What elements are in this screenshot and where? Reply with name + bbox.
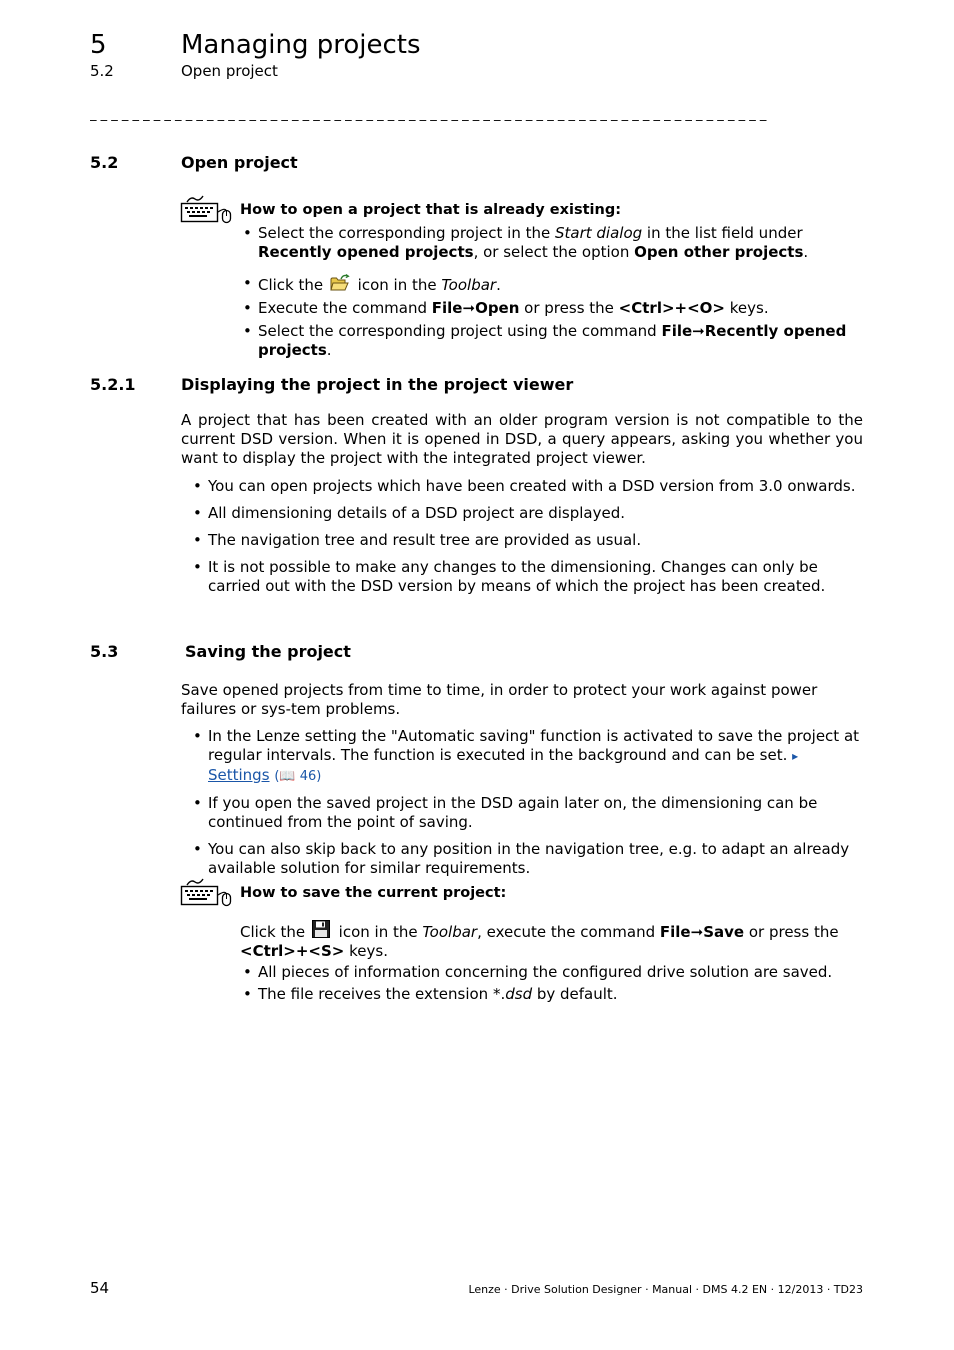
header-section-number: 5.2 xyxy=(90,62,114,80)
keyboard-mouse-icon xyxy=(180,877,234,907)
viewer-paragraph: A project that has been created with an older program version is not compatible to the current DSD version. When it is opened in DSD, a query appears, asking you whether you want to display the project with the integrated project viewer. xyxy=(181,411,863,467)
list-item: • Select the corresponding project in the Start dialog in the list field under Recently opened projects, or select the option Open other projects. xyxy=(241,224,863,262)
footer-doc-info: Lenze · Drive Solution Designer · Manual · DMS 4.2 EN · 12/2013 · TD23 xyxy=(468,1283,863,1296)
page-reference[interactable]: (📖 46) xyxy=(274,769,322,784)
chapter-number: 5 xyxy=(90,30,107,60)
section-5-3-number: 5.3 xyxy=(90,642,119,661)
list-item: • You can also skip back to any position in the navigation tree, e.g. to adapt an already available solution for similar requirements. xyxy=(191,840,863,878)
page-number: 54 xyxy=(90,1279,110,1297)
list-item: • It is not possible to make any changes to the dimensioning. Changes can only be carried out with the DSD version by means of which the project has been created. xyxy=(191,558,863,596)
list-item: • You can open projects which have been created with a DSD version from 3.0 onwards. xyxy=(191,477,863,496)
save-instruction: Click the icon in the Toolbar, execute the command File➞Save or press the <Ctrl>+<S> keys. xyxy=(240,920,863,961)
open-methods-list xyxy=(241,224,863,360)
save-result-list xyxy=(241,963,863,1004)
how-to-save-heading: How to save the current project: xyxy=(240,885,507,901)
list-item: • Select the corresponding project using the command File➞Recently opened projects. xyxy=(241,322,863,360)
list-item: • The navigation tree and result tree are provided as usual. xyxy=(191,531,863,550)
saving-paragraph: Save opened projects from time to time, in order to protect your work against power failures or sys-tem problems. xyxy=(181,681,818,718)
list-item: • If you open the saved project in the DSD again later on, the dimensioning can be continued from the point of saving. xyxy=(191,794,863,832)
section-5-2-title: Open project xyxy=(181,153,298,172)
section-5-3-title: Saving the project xyxy=(185,642,351,661)
list-item: • All dimensioning details of a DSD project are displayed. xyxy=(191,504,863,523)
saving-list xyxy=(191,727,863,878)
list-item: • Execute the command File➞Open or press the <Ctrl>+<O> keys. xyxy=(241,299,863,318)
chapter-title: Managing projects xyxy=(181,30,421,60)
header-section-title: Open project xyxy=(181,62,278,80)
section-5-2-number: 5.2 xyxy=(90,153,119,172)
section-5-2-1-title: Displaying the project in the project viewer xyxy=(181,375,574,394)
how-to-open-heading: How to open a project that is already existing: xyxy=(240,202,621,218)
section-5-2-1-number: 5.2.1 xyxy=(90,375,136,394)
settings-link[interactable]: Settings xyxy=(208,766,270,784)
list-item: • The file receives the extension *.dsd by default. xyxy=(241,985,863,1004)
floppy-disk-icon xyxy=(312,920,330,938)
list-item: • Click the icon in the Toolbar. xyxy=(241,274,863,295)
open-folder-icon xyxy=(330,274,350,292)
header-rule: _ _ _ _ _ _ _ _ _ _ _ _ _ _ _ _ _ _ _ _ _ _ _ _ _ _ _ _ _ _ _ _ _ _ _ _ _ _ _ _ _ _ _ _ _ _ _ _ _ _ _ _ _ _ _ _ _ _ _ _ _ _ _ _ xyxy=(90,107,767,122)
list-item: • All pieces of information concerning the configured drive solution are saved. xyxy=(241,963,863,982)
list-item: • In the Lenze setting the "Automatic saving" function is activated to save the project at regular intervals. The function is executed in the background and can be set. ▸ Settings (📖 46) xyxy=(191,727,863,786)
viewer-list xyxy=(191,477,863,596)
link-arrow-icon: ▸ xyxy=(792,749,799,763)
keyboard-mouse-icon xyxy=(180,194,234,224)
